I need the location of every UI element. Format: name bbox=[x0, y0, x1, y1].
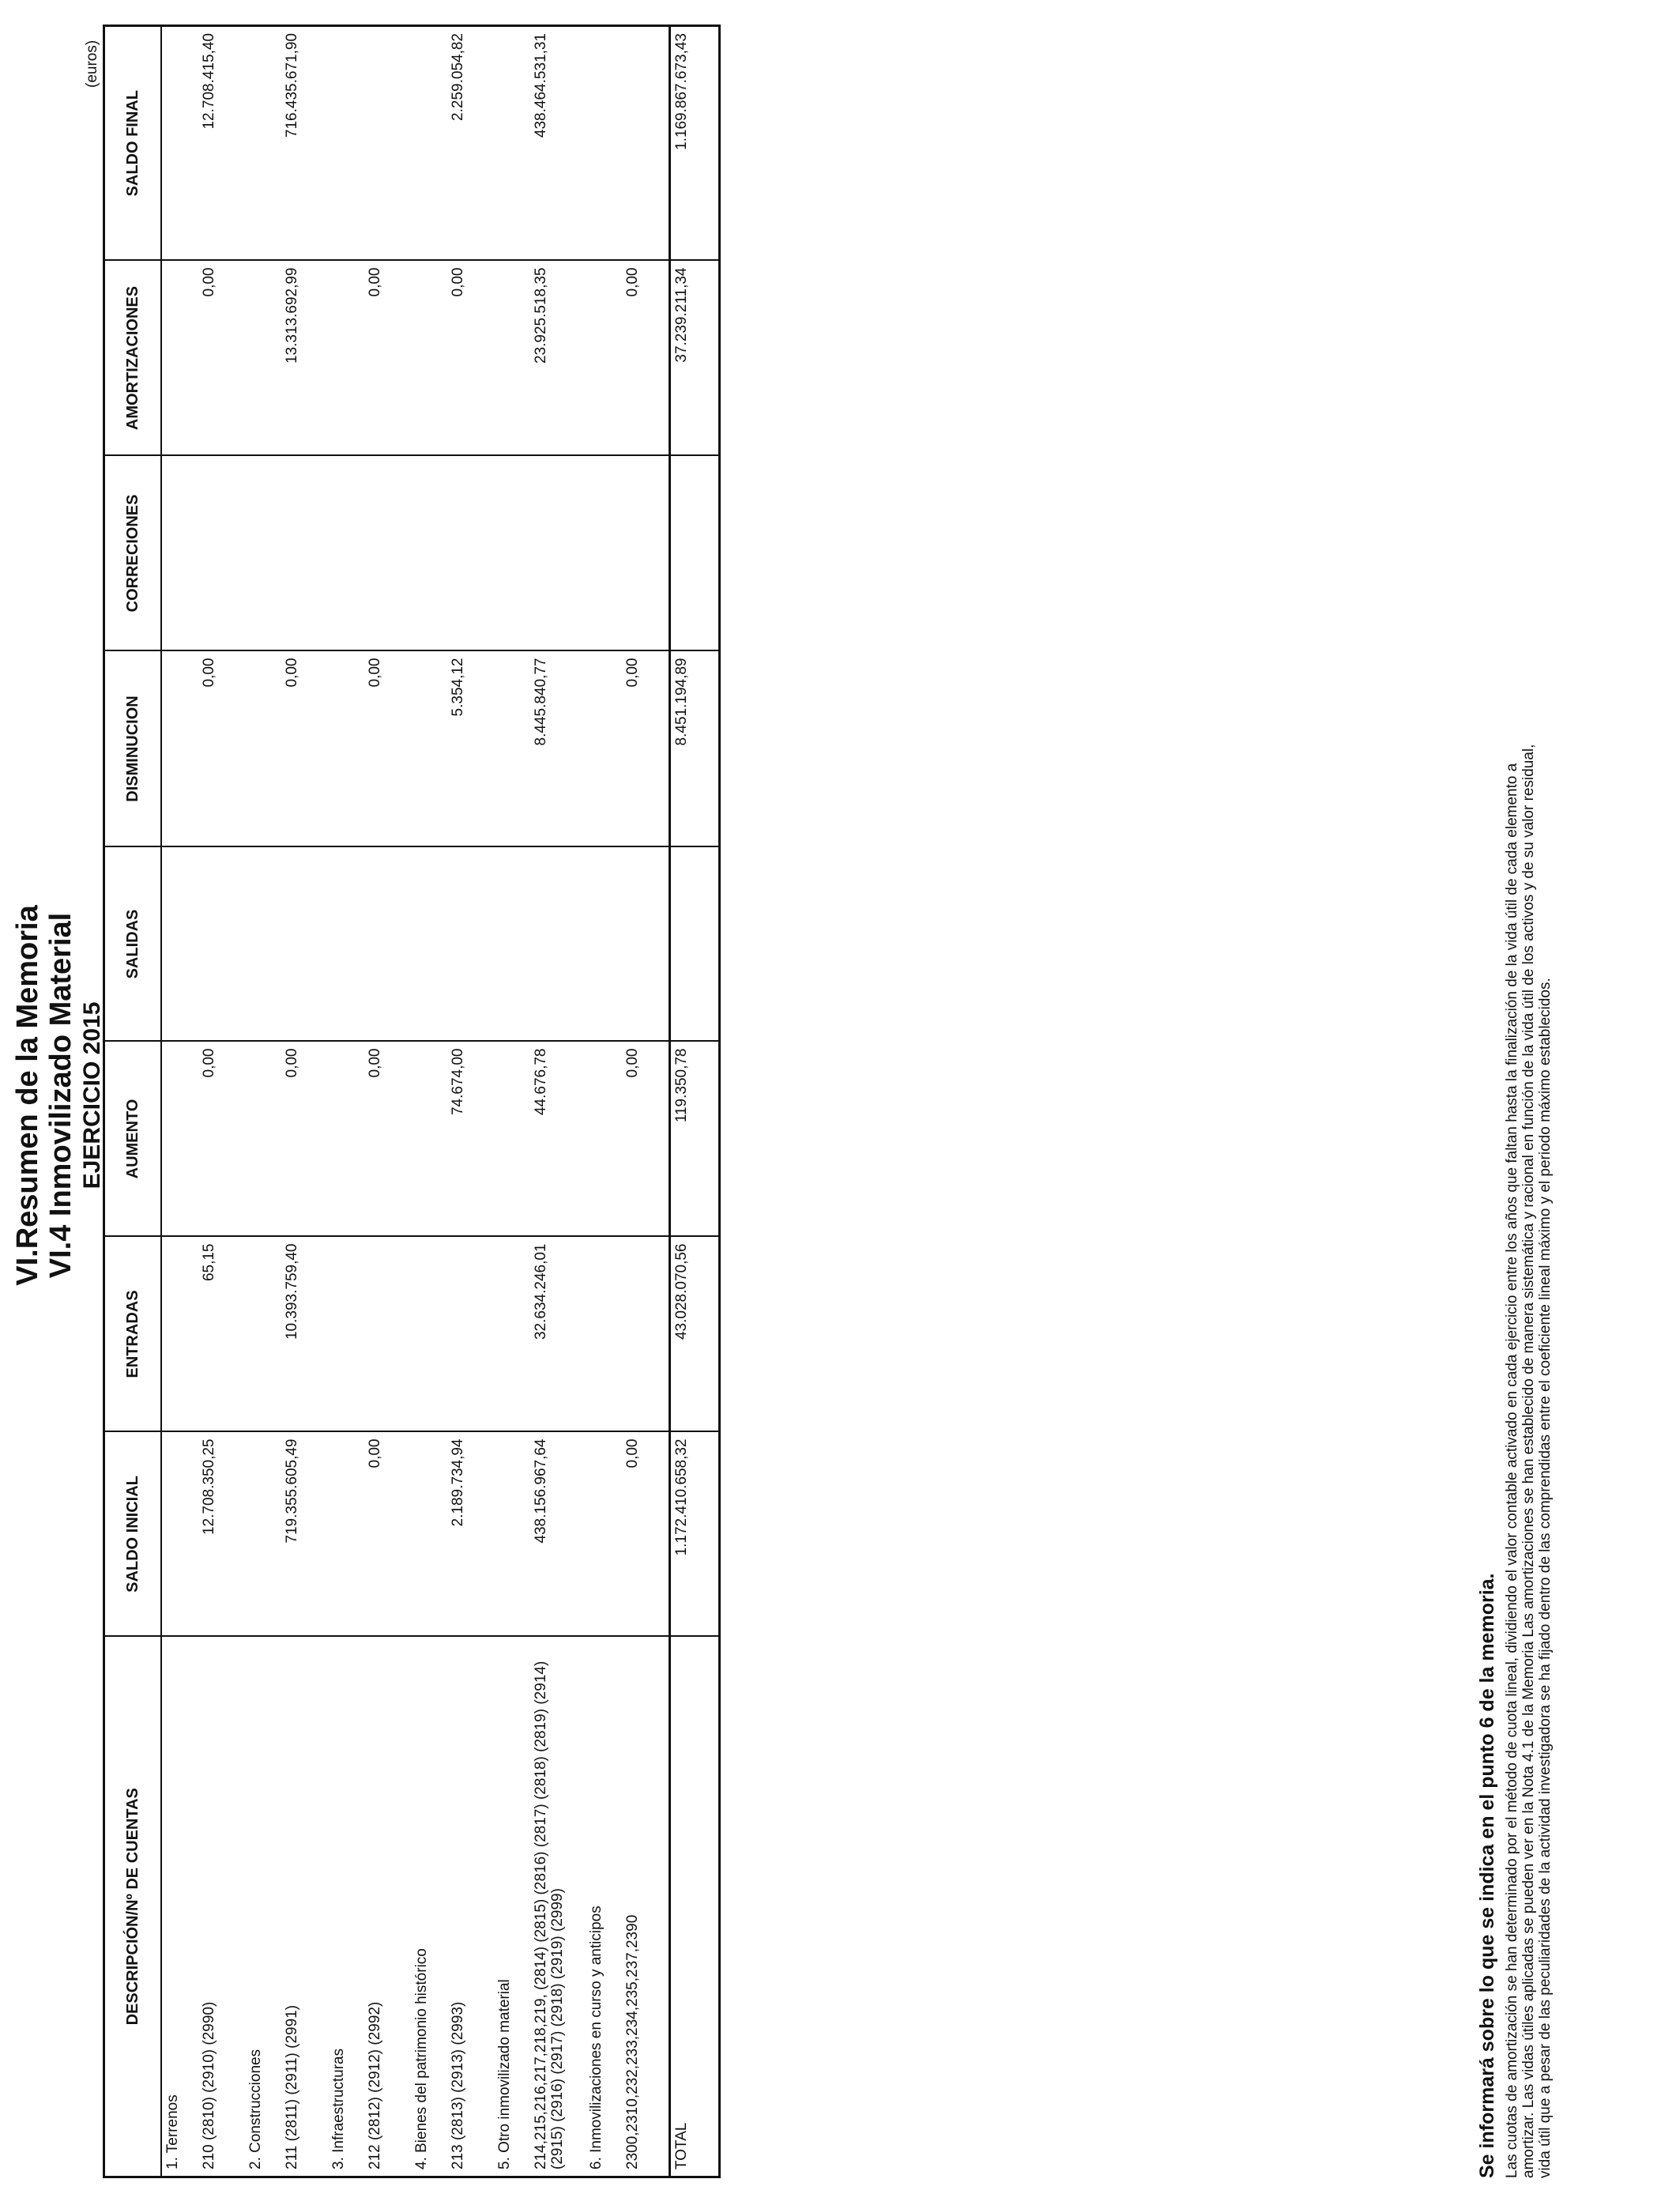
column-header: DESCRIPCIÓN/Nº DE CUENTAS bbox=[104, 1637, 162, 2177]
amount-cell bbox=[161, 456, 200, 651]
amount-cell bbox=[411, 26, 449, 261]
amount-cell: 0,00 bbox=[366, 261, 411, 456]
account-row bbox=[532, 26, 586, 2177]
amount-cell: 0,00 bbox=[449, 261, 494, 456]
amount-cell bbox=[245, 456, 283, 651]
currency-unit: (euros) bbox=[84, 40, 100, 88]
amount-cell bbox=[449, 456, 494, 651]
category-row bbox=[494, 26, 532, 2177]
total-amount: 43.028.070,56 bbox=[670, 1237, 720, 1432]
header-row bbox=[104, 26, 162, 2177]
row-label: 214,215,216,217,218,219, (2814) (2815) (2816) (2817) (2818) (2819) (2914) (2915) (2916) (2917) (2918) (2919) (2999) bbox=[532, 1637, 586, 2177]
amount-cell: 12.708.415,40 bbox=[200, 26, 245, 261]
amount-cell bbox=[586, 847, 623, 1042]
amount-cell bbox=[494, 26, 532, 261]
amount-cell bbox=[586, 261, 623, 456]
amount-cell: 10.393.759,40 bbox=[283, 1237, 328, 1432]
amount-cell bbox=[586, 1432, 623, 1637]
amount-cell bbox=[494, 1237, 532, 1432]
amount-cell bbox=[245, 847, 283, 1042]
amount-cell bbox=[328, 651, 366, 847]
total-amount bbox=[670, 847, 720, 1042]
total-amount: 119.350,78 bbox=[670, 1042, 720, 1237]
amount-cell bbox=[494, 651, 532, 847]
amount-cell bbox=[623, 847, 670, 1042]
amount-cell: 0,00 bbox=[623, 261, 670, 456]
amount-cell bbox=[623, 1237, 670, 1432]
column-header: SALIDAS bbox=[104, 847, 162, 1042]
amount-cell: 2.189.734,94 bbox=[449, 1432, 494, 1637]
amount-cell bbox=[328, 26, 366, 261]
amount-cell bbox=[245, 1432, 283, 1637]
table-body bbox=[161, 26, 720, 2177]
amount-cell bbox=[494, 261, 532, 456]
amount-cell bbox=[161, 1237, 200, 1432]
amount-cell: 23.925.518,35 bbox=[532, 261, 586, 456]
column-header: DISMINUCION bbox=[104, 651, 162, 847]
amount-cell bbox=[411, 1042, 449, 1237]
amount-cell: 0,00 bbox=[366, 651, 411, 847]
amount-cell bbox=[366, 1237, 411, 1432]
row-label: 212 (2812) (2912) (2992) bbox=[366, 1637, 411, 2177]
total-amount: 1.169.867.673,43 bbox=[670, 26, 720, 261]
amount-cell bbox=[411, 1237, 449, 1432]
amount-cell: 74.674,00 bbox=[449, 1042, 494, 1237]
amount-cell: 65,15 bbox=[200, 1237, 245, 1432]
amount-cell bbox=[366, 847, 411, 1042]
amount-cell: 13.313.692,99 bbox=[283, 261, 328, 456]
amount-cell bbox=[283, 847, 328, 1042]
amount-cell bbox=[245, 1237, 283, 1432]
category-row bbox=[245, 26, 283, 2177]
category-row bbox=[161, 26, 200, 2177]
amount-cell: 0,00 bbox=[366, 1042, 411, 1237]
amount-cell: 8.445.840,77 bbox=[532, 651, 586, 847]
amount-cell bbox=[586, 1042, 623, 1237]
note-line: amortizar. Las vidas útiles aplicadas se pueden ver en la Nota 4.1 de la Memoria Las amortizaciones se han establecido de manera sistemática y racional en función de la vida útil de los activos y de su valor residual, bbox=[1520, 744, 1537, 2178]
account-row bbox=[200, 26, 245, 2177]
amount-cell bbox=[532, 456, 586, 651]
amount-cell: 2.259.054,82 bbox=[449, 26, 494, 261]
amount-cell: 5.354,12 bbox=[449, 651, 494, 847]
amount-cell: 44.676,78 bbox=[532, 1042, 586, 1237]
amount-cell bbox=[411, 1432, 449, 1637]
amount-cell: 438.156.967,64 bbox=[532, 1432, 586, 1637]
amount-cell bbox=[411, 261, 449, 456]
amount-cell: 0,00 bbox=[283, 651, 328, 847]
row-label: 2. Construcciones bbox=[245, 1637, 283, 2177]
amount-cell bbox=[161, 847, 200, 1042]
fiscal-year: EJERCICIO 2015 bbox=[79, 1001, 105, 1189]
amount-cell: 438.464.531,31 bbox=[532, 26, 586, 261]
amount-cell bbox=[586, 26, 623, 261]
amount-cell bbox=[161, 261, 200, 456]
total-amount bbox=[670, 456, 720, 651]
amount-cell bbox=[494, 1432, 532, 1637]
account-row bbox=[283, 26, 328, 2177]
account-row bbox=[366, 26, 411, 2177]
total-amount: 37.239.211,34 bbox=[670, 261, 720, 456]
amount-cell bbox=[532, 847, 586, 1042]
report-title: VI.Resumen de la Memoria bbox=[11, 905, 44, 1286]
amount-cell bbox=[245, 1042, 283, 1237]
amount-cell: 716.435.671,90 bbox=[283, 26, 328, 261]
amount-cell bbox=[328, 1237, 366, 1432]
column-header: AMORTIZACIONES bbox=[104, 261, 162, 456]
amount-cell bbox=[366, 456, 411, 651]
amount-cell bbox=[411, 651, 449, 847]
note-body bbox=[1504, 44, 1554, 2178]
section-title: VI.4 Inmovilizado Material bbox=[44, 912, 77, 1279]
row-label: 3. Infraestructuras bbox=[328, 1637, 366, 2177]
amount-cell bbox=[161, 651, 200, 847]
amount-cell: 0,00 bbox=[623, 1432, 670, 1637]
total-amount: 1.172.410.658,32 bbox=[670, 1432, 720, 1637]
amount-cell bbox=[449, 1237, 494, 1432]
amount-cell: 0,00 bbox=[623, 651, 670, 847]
account-row bbox=[449, 26, 494, 2177]
amount-cell bbox=[328, 1432, 366, 1637]
amount-cell bbox=[494, 456, 532, 651]
fixed-assets-table bbox=[103, 25, 721, 2178]
row-label: 4. Bienes del patrimonio histórico bbox=[411, 1637, 449, 2177]
amount-cell: 0,00 bbox=[366, 1432, 411, 1637]
amount-cell bbox=[328, 847, 366, 1042]
amount-cell: 0,00 bbox=[200, 651, 245, 847]
column-header: SALDO INICIAL bbox=[104, 1432, 162, 1637]
amount-cell bbox=[411, 456, 449, 651]
note-line: vida útil que a pesar de las peculiaridades de la actividad investigadora se ha fijado dentro de las comprendidas entre el coeficiente lineal máximo y el periodo máximo establecidos. bbox=[1537, 978, 1554, 2178]
amount-cell bbox=[328, 456, 366, 651]
amount-cell: 0,00 bbox=[283, 1042, 328, 1237]
amount-cell bbox=[366, 26, 411, 261]
amount-cell bbox=[161, 26, 200, 261]
amount-cell bbox=[200, 456, 245, 651]
memo-note bbox=[1476, 44, 1554, 2178]
total-row bbox=[670, 26, 720, 2177]
row-label: 210 (2810) (2910) (2990) bbox=[200, 1637, 245, 2177]
amount-cell bbox=[328, 261, 366, 456]
amount-cell: 32.634.246,01 bbox=[532, 1237, 586, 1432]
note-line: Las cuotas de amortización se han determinado por el método de cuota lineal, dividiendo el valor contable activado en cada ejercicio entre los años que faltan hasta la finalización de la vida útil de cada elemento a bbox=[1504, 763, 1520, 2178]
amount-cell: 719.355.605,49 bbox=[283, 1432, 328, 1637]
amount-cell bbox=[161, 1042, 200, 1237]
amount-cell bbox=[283, 456, 328, 651]
column-header: ENTRADAS bbox=[104, 1237, 162, 1432]
row-label: 6. Inmovilizaciones en curso y anticipos bbox=[586, 1637, 623, 2177]
row-label: 5. Otro inmovilizado material bbox=[494, 1637, 532, 2177]
amount-cell bbox=[161, 1432, 200, 1637]
category-row bbox=[328, 26, 366, 2177]
category-row bbox=[586, 26, 623, 2177]
column-header: CORRECIONES bbox=[104, 456, 162, 651]
amount-cell bbox=[586, 1237, 623, 1432]
amount-cell bbox=[449, 847, 494, 1042]
amount-cell bbox=[200, 847, 245, 1042]
amount-cell bbox=[328, 1042, 366, 1237]
amount-cell bbox=[494, 1042, 532, 1237]
column-header: SALDO FINAL bbox=[104, 26, 162, 261]
amount-cell bbox=[245, 26, 283, 261]
amount-cell bbox=[623, 26, 670, 261]
account-row bbox=[623, 26, 670, 2177]
amount-cell: 12.708.350,25 bbox=[200, 1432, 245, 1637]
amount-cell bbox=[245, 651, 283, 847]
amount-cell bbox=[586, 651, 623, 847]
amount-cell: 0,00 bbox=[200, 261, 245, 456]
amount-cell: 0,00 bbox=[623, 1042, 670, 1237]
row-label: 211 (2811) (2911) (2991) bbox=[283, 1637, 328, 2177]
amount-cell bbox=[494, 847, 532, 1042]
amount-cell bbox=[245, 261, 283, 456]
note-title: Se informará sobre lo que se indica en el punto 6 de la memoria. bbox=[1476, 1573, 1498, 2178]
amount-cell bbox=[623, 456, 670, 651]
amount-cell bbox=[586, 456, 623, 651]
row-label: 213 (2813) (2913) (2993) bbox=[449, 1637, 494, 2177]
total-label: TOTAL bbox=[670, 1637, 720, 2177]
amount-cell bbox=[411, 847, 449, 1042]
category-row bbox=[411, 26, 449, 2177]
total-amount: 8.451.194,89 bbox=[670, 651, 720, 847]
row-label: 1. Terrenos bbox=[161, 1637, 200, 2177]
amount-cell: 0,00 bbox=[200, 1042, 245, 1237]
row-label: 2300,2310,232,233,234,235,237,2390 bbox=[623, 1637, 670, 2177]
column-header: AUMENTO bbox=[104, 1042, 162, 1237]
